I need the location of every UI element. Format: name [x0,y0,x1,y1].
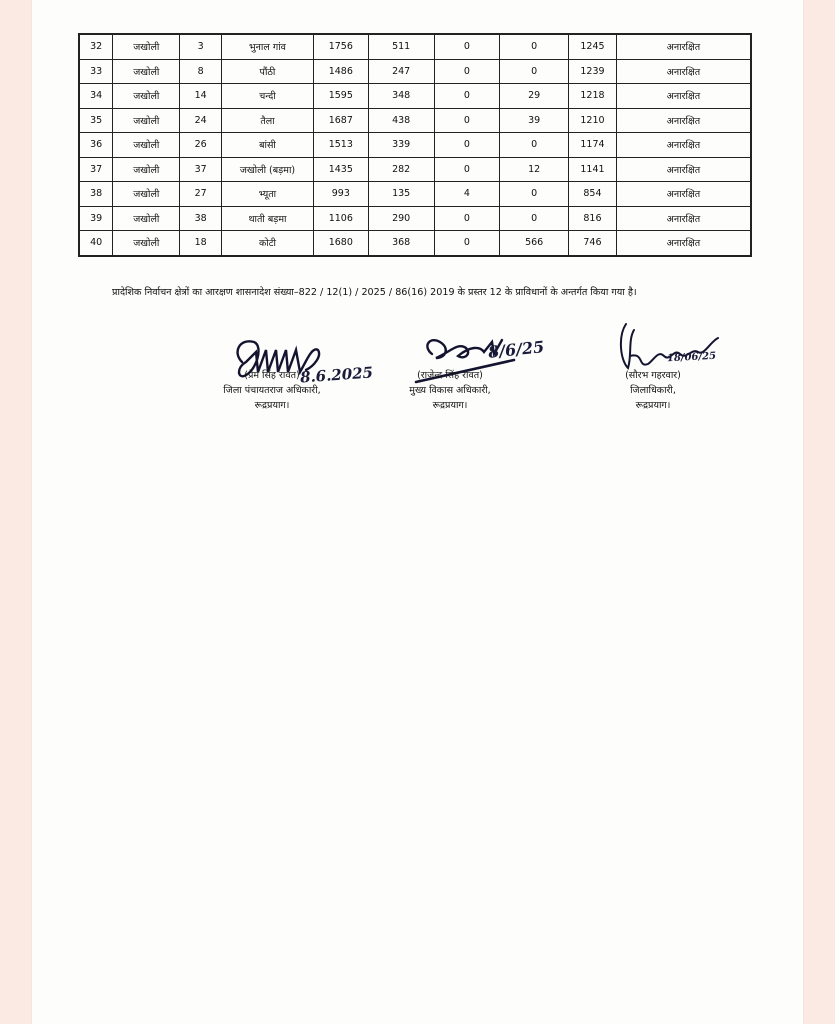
figure-3-cell: 0 [434,231,500,256]
table-row [79,34,751,59]
population-cell: 1756 [313,34,368,59]
serial-number-cell: 34 [79,84,113,109]
population-cell: 1486 [313,59,368,84]
reservation-category-cell: अनारक्षित [616,231,751,256]
population-cell: 993 [313,182,368,207]
figure-3-cell: 0 [434,84,500,109]
figure-3-cell: 0 [434,157,500,182]
serial-number-cell: 32 [79,34,113,59]
figure-5-cell: 816 [569,206,617,231]
block-cell: जखोली [113,84,180,109]
signatory-1 [192,368,352,413]
ward-number-cell: 24 [180,108,222,133]
figure-2-cell: 511 [368,34,434,59]
reservation-category-cell: अनारक्षित [616,108,751,133]
block-cell: जखोली [113,133,180,158]
serial-number-cell: 40 [79,231,113,256]
block-cell: जखोली [113,59,180,84]
table-row [79,84,751,109]
figure-3-cell: 4 [434,182,500,207]
figure-5-cell: 1141 [569,157,617,182]
ward-number-cell: 27 [180,182,222,207]
figure-3-cell: 0 [434,34,500,59]
village-name-cell: थाती बड़मा [222,206,314,231]
figure-2-cell: 282 [368,157,434,182]
figure-4-cell: 12 [500,157,569,182]
signature-1-date: 8.6.2025 [299,363,374,387]
population-cell: 1435 [313,157,368,182]
signatory-3-designation: जिलाधिकारी, [630,385,676,396]
serial-number-cell: 38 [79,182,113,207]
document-page [32,0,803,1024]
figure-2-cell: 135 [368,182,434,207]
signatory-1-place: रूद्रप्रयाग। [254,400,290,411]
population-cell: 1687 [313,108,368,133]
ward-number-cell: 26 [180,133,222,158]
figure-5-cell: 1210 [569,108,617,133]
table-row [79,157,751,182]
figure-4-cell: 0 [500,206,569,231]
figure-4-cell: 39 [500,108,569,133]
village-name-cell: तैला [222,108,314,133]
village-name-cell: बांसी [222,133,314,158]
figure-5-cell: 746 [569,231,617,256]
reservation-note: प्रादेशिक निर्वाचन क्षेत्रों का आरक्षण शासनादेश संख्या–822 / 12(1) / 2025 / 86(16) 2019 के प्रस्तर 12 के प्राविधानों के अन्तर्गत किया गया है। [112,287,637,298]
ward-number-cell: 18 [180,231,222,256]
table-row [79,108,751,133]
figure-4-cell: 566 [500,231,569,256]
reservation-category-cell: अनारक्षित [616,84,751,109]
figure-5-cell: 1174 [569,133,617,158]
table-row [79,59,751,84]
block-cell: जखोली [113,231,180,256]
ward-number-cell: 38 [180,206,222,231]
table-row [79,182,751,207]
signatory-1-designation: जिला पंचायतराज अधिकारी, [223,385,321,396]
reservation-category-cell: अनारक्षित [616,59,751,84]
signatory-1-name: (प्रेम सिंह रावत) [244,370,300,381]
figure-4-cell: 0 [500,59,569,84]
serial-number-cell: 36 [79,133,113,158]
block-cell: जखोली [113,182,180,207]
signatory-2-place: रूद्रप्रयाग। [432,400,468,411]
population-cell: 1513 [313,133,368,158]
signatory-3-place: रूद्रप्रयाग। [635,400,671,411]
figure-3-cell: 0 [434,59,500,84]
reservation-category-cell: अनारक्षित [616,182,751,207]
population-cell: 1595 [313,84,368,109]
serial-number-cell: 39 [79,206,113,231]
block-cell: जखोली [113,108,180,133]
figure-4-cell: 0 [500,133,569,158]
signature-3-scribble [614,316,724,376]
signatory-2 [370,368,530,413]
figure-5-cell: 854 [569,182,617,207]
village-name-cell: भुनाल गांव [222,34,314,59]
population-cell: 1680 [313,231,368,256]
ward-number-cell: 8 [180,59,222,84]
table-row [79,231,751,256]
serial-number-cell: 35 [79,108,113,133]
village-name-cell: भ्यूता [222,182,314,207]
ward-number-cell: 3 [180,34,222,59]
reservation-category-cell: अनारक्षित [616,34,751,59]
figure-2-cell: 290 [368,206,434,231]
figure-4-cell: 0 [500,182,569,207]
reservation-category-cell: अनारक्षित [616,133,751,158]
figure-3-cell: 0 [434,133,500,158]
figure-3-cell: 0 [434,206,500,231]
serial-number-cell: 33 [79,59,113,84]
serial-number-cell: 37 [79,157,113,182]
figure-4-cell: 29 [500,84,569,109]
block-cell: जखोली [113,157,180,182]
figure-2-cell: 348 [368,84,434,109]
signatory-2-designation: मुख्य विकास अधिकारी, [409,385,491,396]
block-cell: जखोली [113,34,180,59]
figure-4-cell: 0 [500,34,569,59]
signature-2-date: 8/6/25 [487,337,546,362]
signature-3-date: 18/06/25 [666,350,717,365]
figure-5-cell: 1218 [569,84,617,109]
block-cell: जखोली [113,206,180,231]
signatory-2-name: (राजेन्द्र सिंह रावत) [417,370,483,381]
reservation-category-cell: अनारक्षित [616,206,751,231]
signatory-3 [588,368,718,413]
figure-2-cell: 438 [368,108,434,133]
ward-number-cell: 14 [180,84,222,109]
village-name-cell: जखोली (बड़मा) [222,157,314,182]
signatory-3-name: (सौरभ गहरवार) [625,370,681,381]
ward-number-cell: 37 [180,157,222,182]
table-row [79,206,751,231]
village-name-cell: कोटी [222,231,314,256]
reservation-category-cell: अनारक्षित [616,157,751,182]
population-cell: 1106 [313,206,368,231]
table-row [79,133,751,158]
figure-3-cell: 0 [434,108,500,133]
figure-5-cell: 1245 [569,34,617,59]
figure-5-cell: 1239 [569,59,617,84]
figure-2-cell: 368 [368,231,434,256]
seat-reservation-table [78,33,752,257]
village-name-cell: चन्दी [222,84,314,109]
figure-2-cell: 339 [368,133,434,158]
figure-2-cell: 247 [368,59,434,84]
village-name-cell: पौंठी [222,59,314,84]
